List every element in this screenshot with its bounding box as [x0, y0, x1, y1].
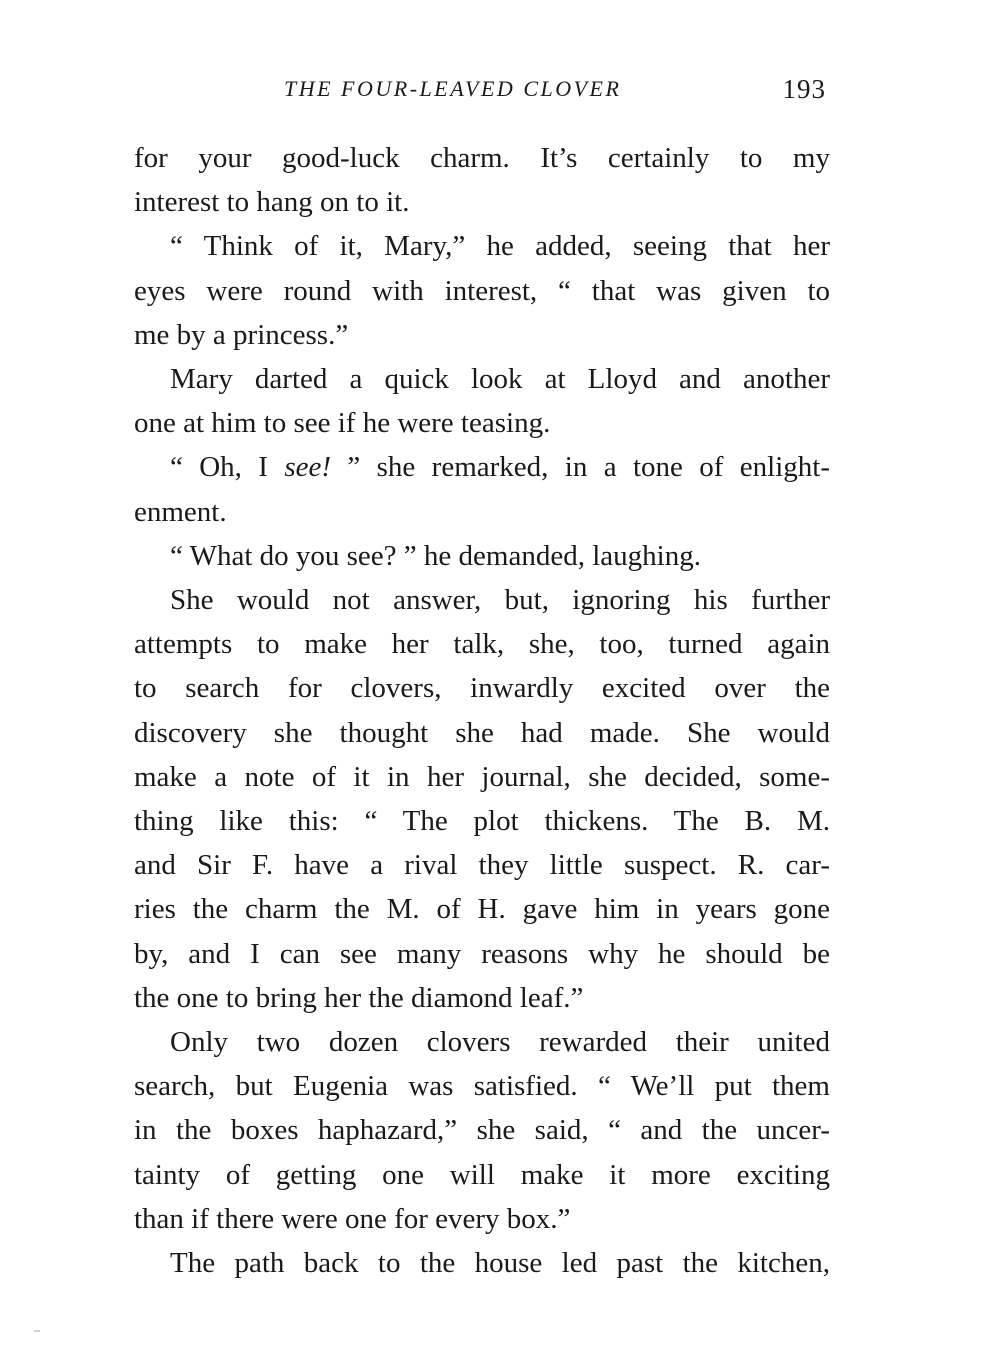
text-line: “ Think of it, Mary,” he added, seeing that her	[170, 230, 830, 263]
text-line: to search for clovers, inwardly excited over the	[134, 672, 830, 705]
body-text	[134, 136, 830, 1285]
text-line: ries the charm the M. of H. gave him in years gone	[134, 893, 830, 926]
running-head	[134, 72, 834, 112]
scan-speck	[34, 1330, 40, 1332]
text-line	[134, 445, 830, 489]
text-line: search, but Eugenia was satisfied. “ We’ll put them	[134, 1070, 830, 1103]
text-line: Only two dozen clovers rewarded their united	[170, 1026, 830, 1059]
text-line: discovery she thought she had made. She would	[134, 716, 830, 749]
text-line: one at him to see if he were teasing.	[134, 407, 551, 440]
text-line: attempts to make her talk, she, too, turned again	[134, 628, 830, 661]
text-line: make a note of it in her journal, she decided, some-	[134, 760, 830, 793]
text-line: The path back to the house led past the kitchen,	[170, 1247, 830, 1280]
text-line: for your good-luck charm. It’s certainly to my	[134, 142, 830, 174]
emphasis-text: see!	[284, 451, 332, 484]
text-line: thing like this: “ The plot thickens. The B. M.	[134, 805, 830, 838]
text-line: me by a princess.”	[134, 318, 349, 351]
text-line: Mary darted a quick look at Lloyd and another	[170, 363, 830, 396]
text-line: tainty of getting one will make it more exciting	[134, 1158, 830, 1191]
text-line: eyes were round with interest, “ that was given to	[134, 274, 830, 307]
text-line: She would not answer, but, ignoring his further	[170, 584, 830, 617]
text-line: by, and I can see many reasons why he should be	[134, 937, 830, 970]
text-segment: “ Oh, I	[170, 451, 285, 484]
text-line: “ What do you see? ” he demanded, laughing.	[170, 539, 701, 572]
text-line: than if there were one for every box.”	[134, 1202, 571, 1235]
text-line: in the boxes haphazard,” she said, “ and the uncer-	[134, 1114, 830, 1147]
text-segment: ” she remarked, in a tone of enlight-	[331, 451, 830, 484]
page-number: 193	[782, 74, 826, 104]
text-line: enment.	[134, 495, 227, 528]
running-title: THE FOUR-LEAVED CLOVER	[284, 76, 622, 101]
text-line: interest to hang on to it.	[134, 186, 410, 219]
text-line: the one to bring her the diamond leaf.”	[134, 981, 584, 1014]
text-line: and Sir F. have a rival they little suspect. R. car-	[134, 849, 830, 882]
